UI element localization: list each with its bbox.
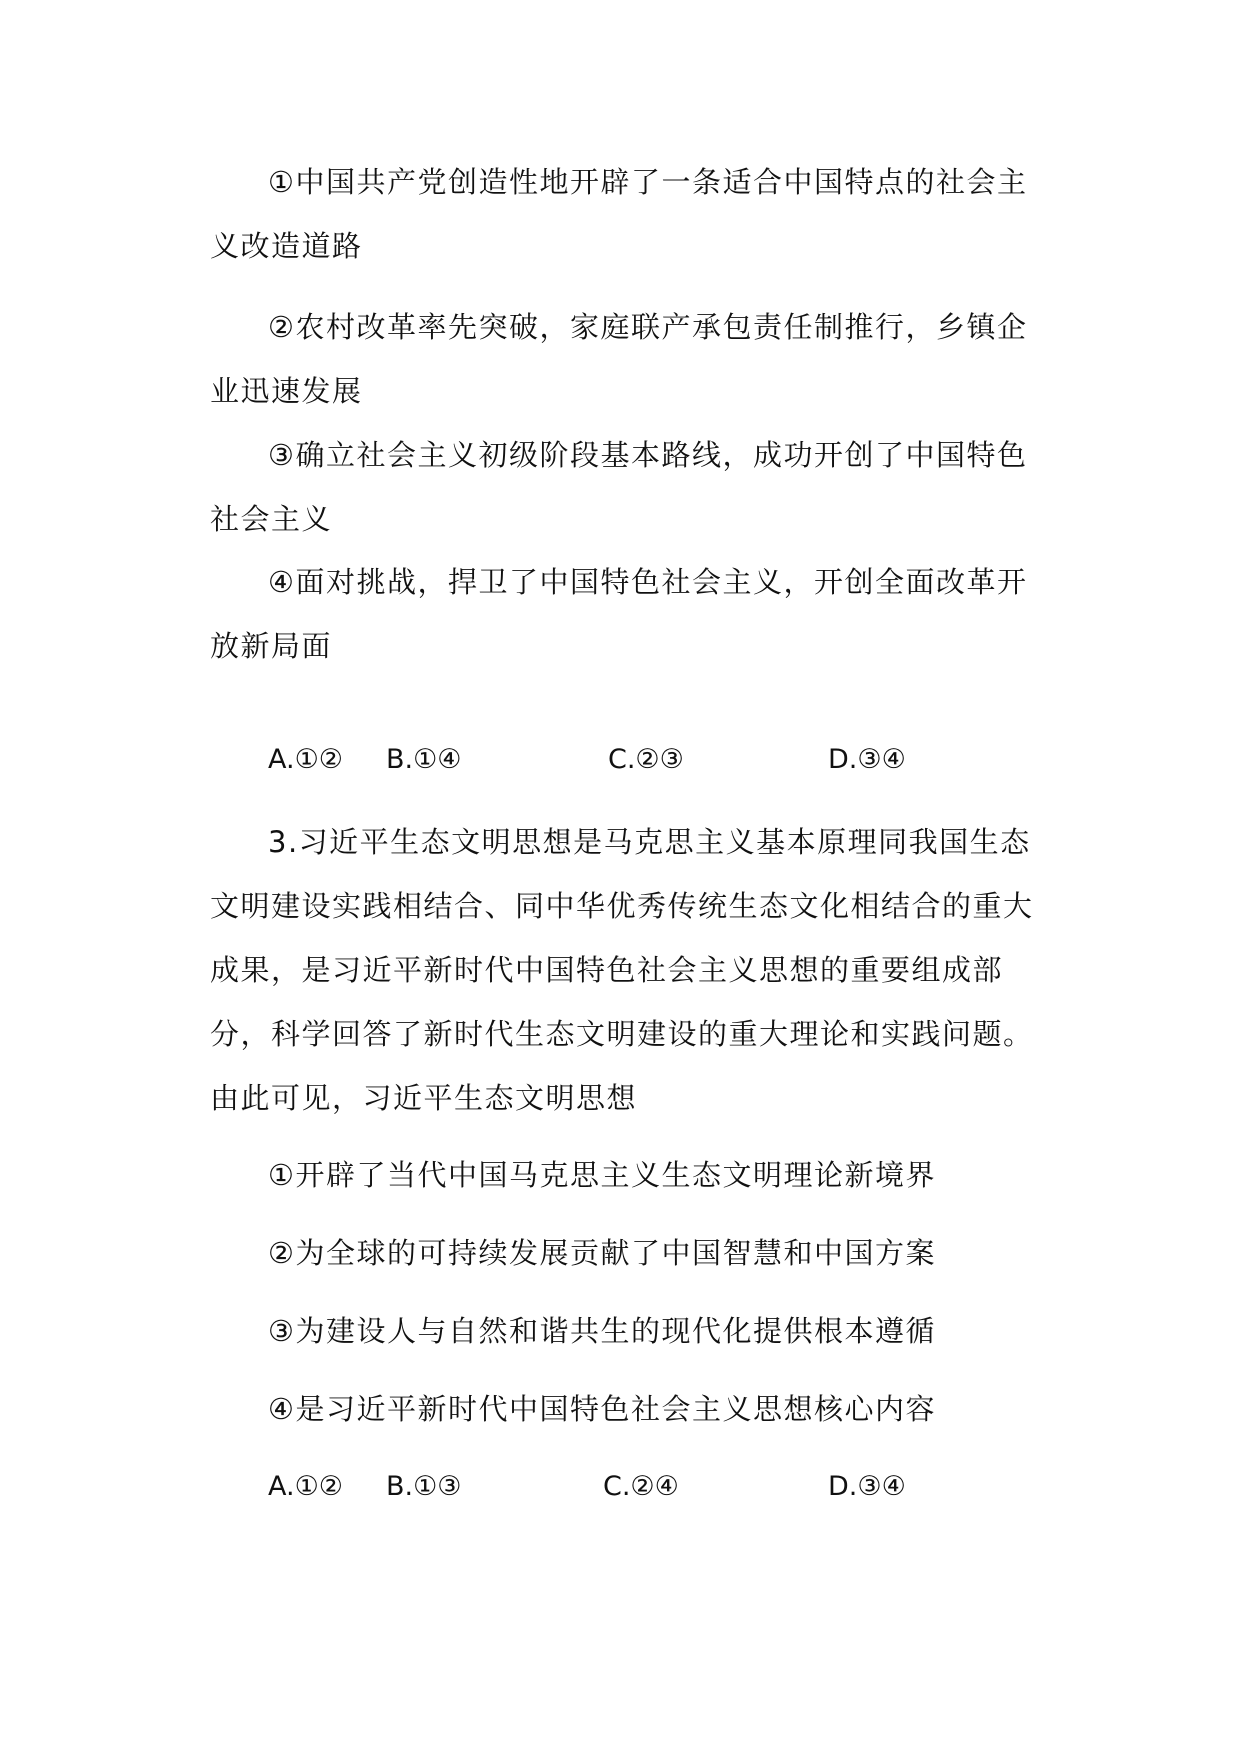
q2-statement-3: ③确立社会主义初级阶段基本路线，成功开创了中国特色社会主义	[210, 438, 1028, 536]
q3-option-a: A.①②	[268, 1471, 343, 1502]
q3-option-c: C.②④	[603, 1471, 679, 1502]
q2-statement-1: ①中国共产党创造性地开辟了一条适合中国特点的社会主义改造道路	[210, 165, 1028, 263]
q3-statement-2: ②为全球的可持续发展贡献了中国智慧和中国方案	[268, 1236, 936, 1270]
q3-stem: 3.习近平生态文明思想是马克思主义基本原理同我国生态文明建设实践相结合、同中华优秀传统生态文化相结合的重大成果，是习近平新时代中国特色社会主义思想的重要组成部分，科学回答了新时代生态文明建设的重大理论和实践问题。由此可见，习近平生态文明思想	[210, 825, 1034, 1115]
q3-statement-1: ①开辟了当代中国马克思主义生态文明理论新境界	[268, 1158, 936, 1192]
q2-option-d: D.③④	[828, 744, 906, 775]
q2-option-a: A.①②	[268, 744, 343, 775]
q2-option-b: B.①④	[386, 744, 462, 775]
q2-option-c: C.②③	[608, 744, 684, 775]
q3-option-d: D.③④	[828, 1471, 906, 1502]
q3-options	[268, 1467, 968, 1507]
q2-statement-2: ②农村改革率先突破，家庭联产承包责任制推行，乡镇企业迅速发展	[210, 310, 1028, 408]
q3-statement-4: ④是习近平新时代中国特色社会主义思想核心内容	[268, 1392, 936, 1426]
q3-option-b: B.①③	[386, 1471, 462, 1502]
q2-options	[268, 740, 968, 780]
q2-statement-4: ④面对挑战，捍卫了中国特色社会主义，开创全面改革开放新局面	[210, 565, 1028, 663]
q3-statement-3: ③为建设人与自然和谐共生的现代化提供根本遵循	[268, 1314, 936, 1348]
